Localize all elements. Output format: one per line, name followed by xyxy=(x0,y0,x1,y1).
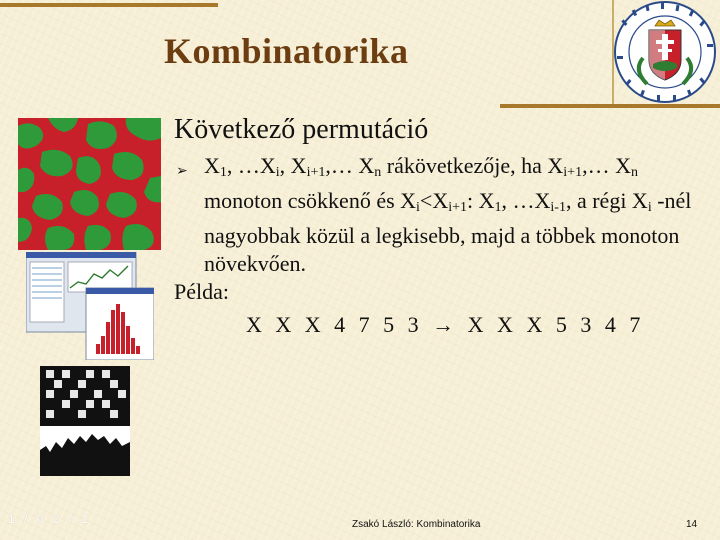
example-sequence: X X X 4 7 5 3 → X X X 5 3 4 7 xyxy=(246,312,645,337)
bullet-arrow-icon: ➢ xyxy=(176,164,188,179)
percolation-pattern-image xyxy=(18,118,161,250)
software-screenshots-image xyxy=(26,252,154,360)
maze-and-profile-image xyxy=(40,366,130,476)
slide-title: Kombinatorika xyxy=(164,31,409,71)
bullet-text: $X_1$, $\dots X_i$, $X_{i+1},\dots$ $X_n$ rákövetkezője, ha $X_{i+1},\dots$ $X_n$ monoton csökkenő és $X_i<X_{i+1}$: $X_1$, $\dots X_{i-1}$, a régi $X_i$ -nél nagyobbak közül a legkisebb, majd a többek monoton növekvően. xyxy=(204,153,692,276)
example-label: Példa: xyxy=(174,279,229,304)
page-number: 14 xyxy=(686,519,698,530)
bullet-point xyxy=(176,152,696,278)
footer-author: Zsakó László: Kombinatorika xyxy=(352,519,481,530)
section-heading: Következő permutáció xyxy=(174,114,429,145)
university-seal-logo xyxy=(613,0,718,105)
footer-date: 1 / 0 2 / 1 xyxy=(8,512,92,526)
top-decorative-rule xyxy=(0,3,218,7)
